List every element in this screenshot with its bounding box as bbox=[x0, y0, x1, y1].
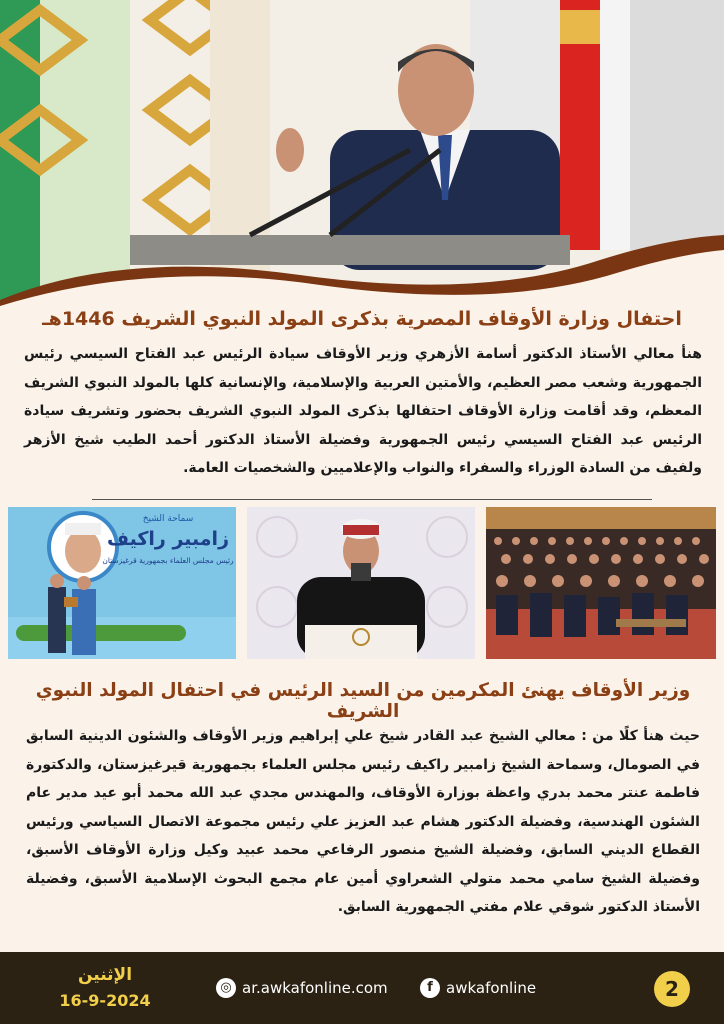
website-url: ar.awkafonline.com bbox=[242, 979, 388, 997]
article-body-honorees: حيث هنأ كلًا من : معالي الشيخ عبد القادر شيخ علي إبراهيم وزير الأوقاف والشئون الدينية السابق في الصومال، وسماحة الشيخ زامبير راكيف رئيس مجلس العلماء بجمهورية قيرغيزستان، والدكتورة فاطمة عنتر محمد بدري واعظة بوزارة الأوقاف، والمهندس مجدي عبد الله محمد أبو عيد مدير عام الشئون الهندسية، وفضيلة الدكتور هشام عبد العزيز علي رئيس مجموعة الاتصال السياسي ورئيس القطاع الديني السابق، وفضيلة الشيخ منصور الرفاعي محمد عبيد وكيل وزارة الأوقاف الأسبق، وفضيلة الشيخ سامي محمد متولي الشعراوي أمين عام مجمع البحوث الإسلامية الأسبق، وفضيلة الأستاذ الدكتور شوقي علام مفتي الجمهورية السابق. bbox=[26, 728, 700, 915]
issue-date: 16-9-2024 bbox=[59, 991, 151, 1010]
caption-role: رئيس مجلس العلماء بجمهورية قرغيزستان bbox=[102, 556, 234, 565]
divider bbox=[92, 499, 652, 500]
website-link[interactable] bbox=[216, 978, 388, 998]
issue-day: الإثنين bbox=[77, 965, 133, 985]
photo-honoree-ceremony bbox=[8, 507, 236, 659]
article-title-honorees: وزير الأوقاف يهنئ المكرمين من السيد الرئيس في احتفال المولد النبوي الشريف bbox=[35, 680, 691, 722]
article-body-celebration: هنأ معالي الأستاذ الدكتور أسامة الأزهري وزير الأوقاف سيادة الرئيس عبد الفتاح السيسي رئيس الجمهورية وشعب مصر العظيم، والأمتين العربية والإسلامية، والإنسانية كلها بالمولد النبوي الشريف المعظم، وقد أقامت وزارة الأوقاف احتفالها بذكرى المولد النبوي الشريف بحضور وتشريف سيادة الرئيس عبد الفتاح السيسي رئيس الجمهورية وفضيلة الأستاذ الدكتور أحمد الطيب شيخ الأزهر ولفيف من السادة الوزراء والسفراء والنواب والإعلاميين والشخصيات العامة. bbox=[24, 346, 702, 476]
caption-name: زامبير راكيف bbox=[106, 528, 230, 550]
photo-audience-hall bbox=[486, 507, 716, 659]
caption-title: سماحة الشيخ bbox=[142, 514, 194, 524]
page-number: 2 bbox=[654, 971, 690, 1007]
facebook-link[interactable] bbox=[420, 978, 536, 998]
facebook-handle: awkafonline bbox=[446, 979, 537, 997]
facebook-icon: f bbox=[420, 978, 440, 998]
decorative-wave bbox=[0, 230, 724, 310]
photo-minister-lectern bbox=[247, 507, 475, 659]
globe-icon: ◎ bbox=[216, 978, 236, 998]
article-title-celebration: احتفال وزارة الأوقاف المصرية بذكرى المولد النبوي الشريف 1446هـ bbox=[42, 308, 682, 330]
